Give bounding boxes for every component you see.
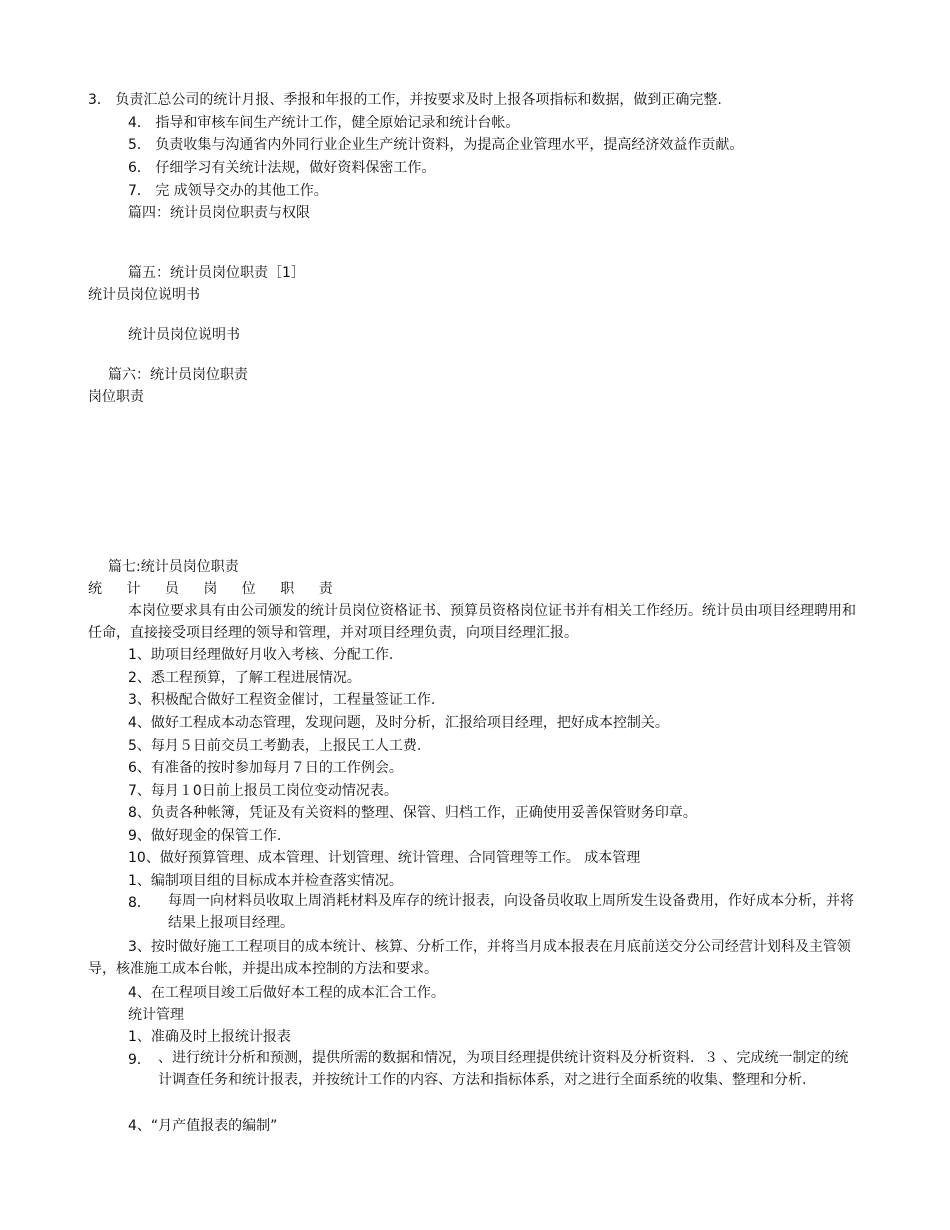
stat-item: 4、“月产值报表的编制”: [128, 1118, 278, 1134]
duty-line-4: 4． 指导和审核车间生产统计工作，健全原始记录和统计台帐。: [128, 115, 520, 131]
sub-heading: 统计管理: [128, 1007, 184, 1023]
section-heading-6: 篇六：统计员岗位职责: [108, 367, 248, 383]
list-item: 10、做好预算管理、成本管理、计划管理、统计管理、合同管理等工作。 成本管理: [128, 850, 641, 866]
list-item: 3、积极配合做好工程资金催讨，工程量签证工作.: [128, 692, 436, 708]
duty-line-6: 6． 仔细学习有关统计法规，做好资料保密工作。: [128, 160, 436, 176]
list-item: 7、每月１0日前上报员工岗位变动情况表。: [128, 783, 398, 799]
intro-paragraph: 本岗位要求具有由公司颁发的统计员岗位资格证书、预算员资格岗位证书并有相关工作经历。统计员由项目经理聘用和任命，直接接受项目经理的领导和管理，并对项目经理负责，向项目经理汇报。: [88, 603, 856, 641]
list-item: 8、负责各种帐簿，凭证及有关资料的整理、保管、归档工作，正确使用妥善保管财务印章。: [128, 805, 697, 821]
cost-item: 每周一向材料员收取上周消耗材料及库存的统计报表，向设备员收取上周所发生设备费用，作好成本分析，并将结果上报项目经理。: [168, 893, 854, 931]
cost-item: 4、在工程项目竣工后做好本工程的成本汇合工作。: [128, 985, 445, 1001]
sub-heading: 统计员岗位说明书: [128, 327, 240, 343]
section-heading-7: 篇七:统计员岗位职责: [108, 559, 239, 575]
cost-paragraph: 3、按时做好施工工程项目的成本统计、核算、分析工作，并将当月成本报表在月底前送交分公司经营计划科及主管领导，核准施工成本台帐，并提出成本控制的方法和要求。: [88, 939, 851, 977]
duty-line-5: 5． 负责收集与沟通省内外同行业企业生产统计资料，为提高企业管理水平，提高经济效益作贡献。: [128, 137, 744, 153]
list-item: 2、悉工程预算，了解工程进展情况。: [128, 670, 361, 686]
duty-line-3: 3． 负责汇总公司的统计月报、季报和年报的工作，并按要求及时上报各项指标和数据，做到正确完整.: [88, 92, 722, 108]
duty-line-7: 7． 完 成领导交办的其他工作。: [128, 183, 328, 199]
sub-heading: 统计员岗位说明书: [88, 287, 200, 303]
cost-item: 1、编制项目组的目标成本并检查落实情况。: [128, 873, 403, 889]
list-item: 1、助项目经理做好月收入考核、分配工作.: [128, 647, 394, 663]
section-heading-5: 篇五：统计员岗位职责［1］: [128, 265, 305, 281]
title-spaced: 统 计 员 岗 位 职 责: [88, 581, 343, 597]
sub-heading: 岗位职责: [88, 389, 144, 405]
list-item: 5、每月５日前交员工考勤表，上报民工人工费.: [128, 738, 422, 754]
list-item: 6、有准备的按时参加每月７日的工作例会。: [128, 760, 403, 776]
list-item: 9、做好现金的保管工作.: [128, 828, 282, 844]
stat-item: 1、准确及时上报统计报表: [128, 1029, 291, 1045]
section-heading-4: 篇四：统计员岗位职责与权限: [128, 205, 310, 221]
cost-item-number: 8．: [128, 895, 151, 911]
stat-item: 、进行统计分析和预测，提供所需的数据和情况，为项目经理提供统计资料及分析资料．３ 、完成统一制定的统计调查任务和统计报表，并按统计工作的内容、方法和指标体系，对之进行全面系统的收集、整理和分析.: [158, 1050, 849, 1088]
list-item: 4、做好工程成本动态管理，发现问题，及时分析，汇报给项目经理，把好成本控制关。: [128, 715, 669, 731]
stat-item-number: 9．: [128, 1052, 151, 1068]
